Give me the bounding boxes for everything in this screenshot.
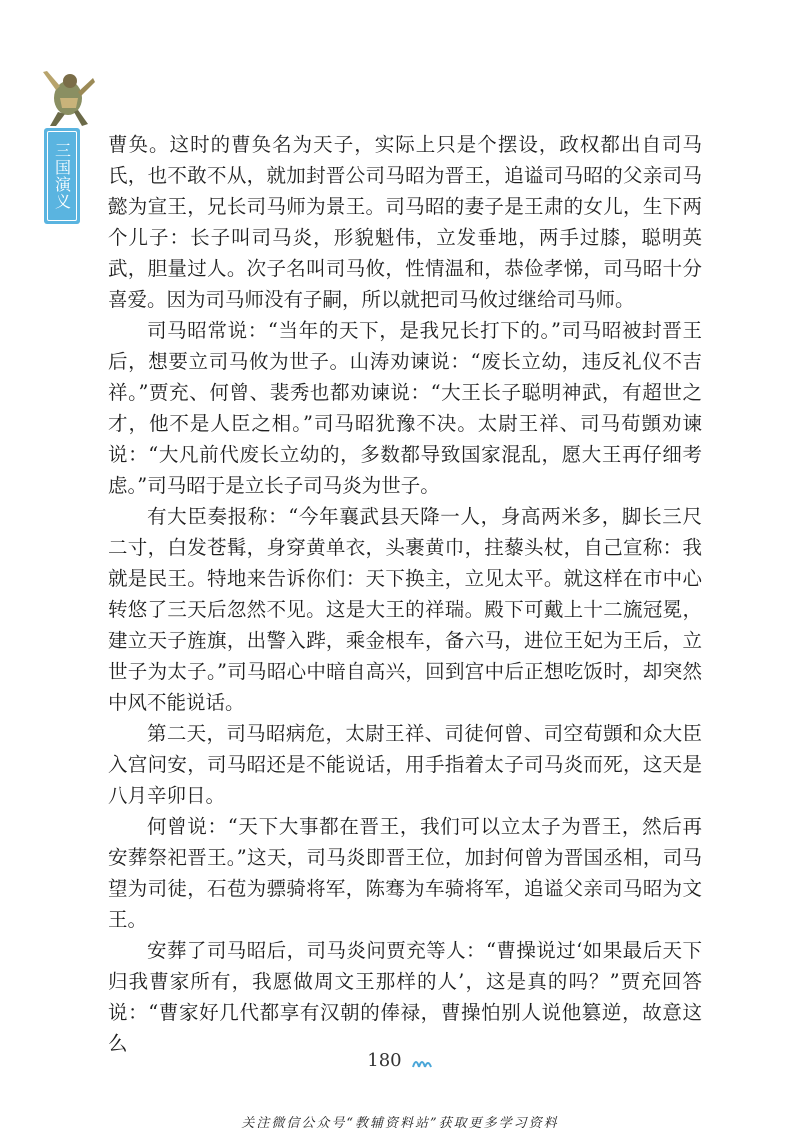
paragraph: 有大臣奏报称：“今年襄武县天降一人，身高两米多，脚长三尺二寸，白发苍髯，身穿黄单衣，头裹黄巾，拄藜头杖，自己宣称：我就是民王。特地来告诉你们：天下换主，立见太平。就这样在市中心转悠了三天后忽然不见。这是大王的祥瑞。殿下可戴上十二旒冠冕，建立天子旌旗，出警入跸，乘金根车，备六马，进位王妃为王后，立世子为太子。”司马昭心中暗自高兴，回到宫中后正想吃饭时，却突然中风不能说话。 (108, 505, 702, 714)
book-title-label: 三国演义 (52, 142, 72, 210)
page-number: 180 (367, 1050, 402, 1071)
paragraph: 第二天，司马昭病危，太尉王祥、司徒何曾、司空荀顗和众大臣入宫问安，司马昭还是不能说话，用手指着太子司马炎而死，这天是八月辛卯日。 (108, 722, 702, 807)
footer-watermark: 关注微信公众号“教辅资料站”获取更多学习资料 (241, 1116, 559, 1131)
warrior-ornament-icon (38, 68, 98, 130)
paragraph: 司马昭常说：“当年的天下，是我兄长打下的。”司马昭被封晋王后，想要立司马攸为世子。山涛劝谏说：“废长立幼，违反礼仪不吉祥。”贾充、何曾、裴秀也都劝谏说：“大王长子聪明神武，有超世之才，他不是人臣之相。”司马昭犹豫不决。太尉王祥、司马荀顗劝谏说：“大凡前代废长立幼的，多数都导致国家混乱，愿大王再仔细考虑。”司马昭于是立长子司马炎为世子。 (108, 319, 702, 497)
body-text (108, 129, 702, 1059)
wave-ornament-icon (411, 1055, 433, 1069)
paragraph: 安葬了司马昭后，司马炎问贾充等人：“曹操说过‘如果最后天下归我曹家所有，我愿做周文王那样的人’，这是真的吗？”贾充回答说：“曹家好几代都享有汉朝的俸禄，曹操怕别人说他篡逆，故意这么 (108, 939, 702, 1055)
page-footer (0, 1050, 800, 1071)
paragraph: 曹奂。这时的曹奂名为天子，实际上只是个摆设，政权都出自司马氏，也不敢不从，就加封晋公司马昭为晋王，追谥司马昭的父亲司马懿为宣王，兄长司马师为景王。司马昭的妻子是王肃的女儿，生下两个儿子：长子叫司马炎，形貌魁伟，立发垂地，两手过膝，聪明英武，胆量过人。次子名叫司马攸，性情温和，恭俭孝悌，司马昭十分喜爱。因为司马师没有子嗣，所以就把司马攸过继给司马师。 (108, 133, 702, 311)
paragraph: 何曾说：“天下大事都在晋王，我们可以立太子为晋王，然后再安葬祭祀晋王。”这天，司马炎即晋王位，加封何曾为晋国丞相，司马望为司徒，石苞为骠骑将军，陈骞为车骑将军，追谥父亲司马昭为文王。 (108, 815, 702, 931)
book-title-tab (44, 128, 80, 224)
